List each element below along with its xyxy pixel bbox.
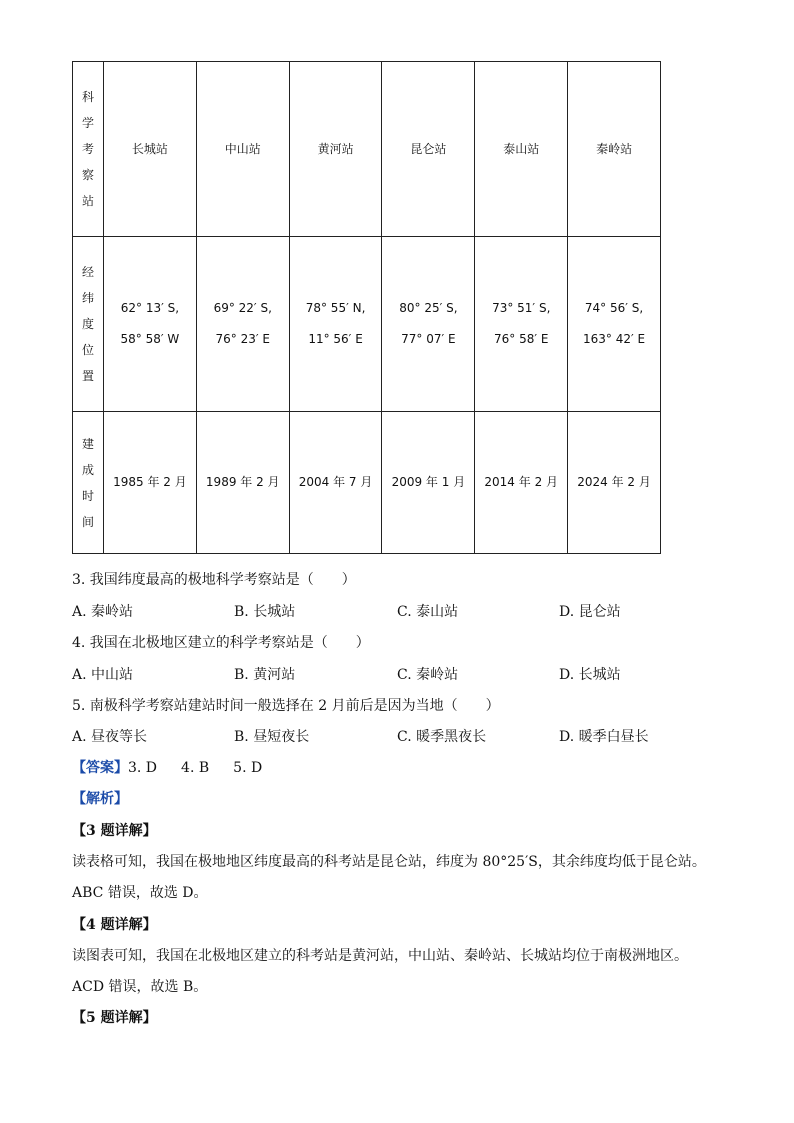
station-coordinates: 78° 55′ N, 11° 56′ E	[289, 237, 382, 412]
station-build-date: 2004 年 7 月	[289, 412, 382, 554]
station-name: 中山站	[196, 62, 289, 237]
question-5-option-b: B. 昼短夜长	[234, 729, 310, 745]
section-heading: 【4 题详解】	[72, 917, 157, 933]
section-heading: 【3 题详解】	[72, 823, 157, 839]
analysis-line: ACD 错误，故选 B。	[72, 979, 208, 995]
answer-value: 4. B	[181, 760, 210, 776]
analysis-label: 【解析】	[72, 791, 128, 807]
question-3-stem: 3. 我国纬度最高的极地科学考察站是（ ）	[72, 572, 356, 588]
row-header-coordinates: 经 纬 度 位 置	[73, 237, 104, 412]
analysis-line: ABC 错误，故选 D。	[72, 885, 208, 901]
question-3-option-b: B. 长城站	[234, 604, 296, 620]
answer-value: 3. D	[128, 760, 158, 776]
station-coordinates: 80° 25′ S, 77° 07′ E	[382, 237, 475, 412]
station-build-date: 2024 年 2 月	[568, 412, 661, 554]
question-4-option-d: D. 长城站	[559, 667, 621, 683]
question-5-option-d: D. 暖季白昼长	[559, 729, 649, 745]
section-heading: 【5 题详解】	[72, 1010, 157, 1026]
station-name: 黄河站	[289, 62, 382, 237]
row-header-station: 科 学 考 察 站	[73, 62, 104, 237]
station-build-date: 1989 年 2 月	[196, 412, 289, 554]
question-4-option-c: C. 秦岭站	[397, 667, 459, 683]
station-build-date: 2014 年 2 月	[475, 412, 568, 554]
table-row	[73, 237, 661, 412]
station-name: 秦岭站	[568, 62, 661, 237]
station-coordinates: 74° 56′ S, 163° 42′ E	[568, 237, 661, 412]
station-name: 昆仑站	[382, 62, 475, 237]
answer-line	[72, 757, 262, 777]
station-coordinates: 73° 51′ S, 76° 58′ E	[475, 237, 568, 412]
station-build-date: 1985 年 2 月	[104, 412, 197, 554]
analysis-line: 读表格可知，我国在极地地区纬度最高的科考站是昆仑站，纬度为 80°25′S，其余纬度均低于昆仑站。	[72, 854, 706, 870]
row-header-build-time: 建 成 时 间	[73, 412, 104, 554]
question-5-option-c: C. 暖季黑夜长	[397, 729, 487, 745]
question-5-stem: 5. 南极科学考察站建站时间一般选择在 2 月前后是因为当地（ ）	[72, 698, 500, 714]
table-row	[73, 412, 661, 554]
table-row	[73, 62, 661, 237]
question-3-option-d: D. 昆仑站	[559, 604, 621, 620]
question-4-option-a: A. 中山站	[72, 667, 134, 683]
question-4-option-b: B. 黄河站	[234, 667, 296, 683]
question-5-option-a: A. 昼夜等长	[72, 729, 148, 745]
question-3-option-a: A. 秦岭站	[72, 604, 134, 620]
answer-value: 5. D	[233, 760, 263, 776]
station-name: 长城站	[104, 62, 197, 237]
analysis-line: 读图表可知，我国在北极地区建立的科考站是黄河站，中山站、秦岭站、长城站均位于南极洲地区。	[72, 948, 688, 964]
station-name: 泰山站	[475, 62, 568, 237]
question-4-stem: 4. 我国在北极地区建立的科学考察站是（ ）	[72, 635, 370, 651]
station-table	[72, 61, 661, 554]
question-3-option-c: C. 泰山站	[397, 604, 459, 620]
station-coordinates: 69° 22′ S, 76° 23′ E	[196, 237, 289, 412]
answer-label: 【答案】	[72, 760, 128, 776]
station-coordinates: 62° 13′ S, 58° 58′ W	[104, 237, 197, 412]
station-build-date: 2009 年 1 月	[382, 412, 475, 554]
